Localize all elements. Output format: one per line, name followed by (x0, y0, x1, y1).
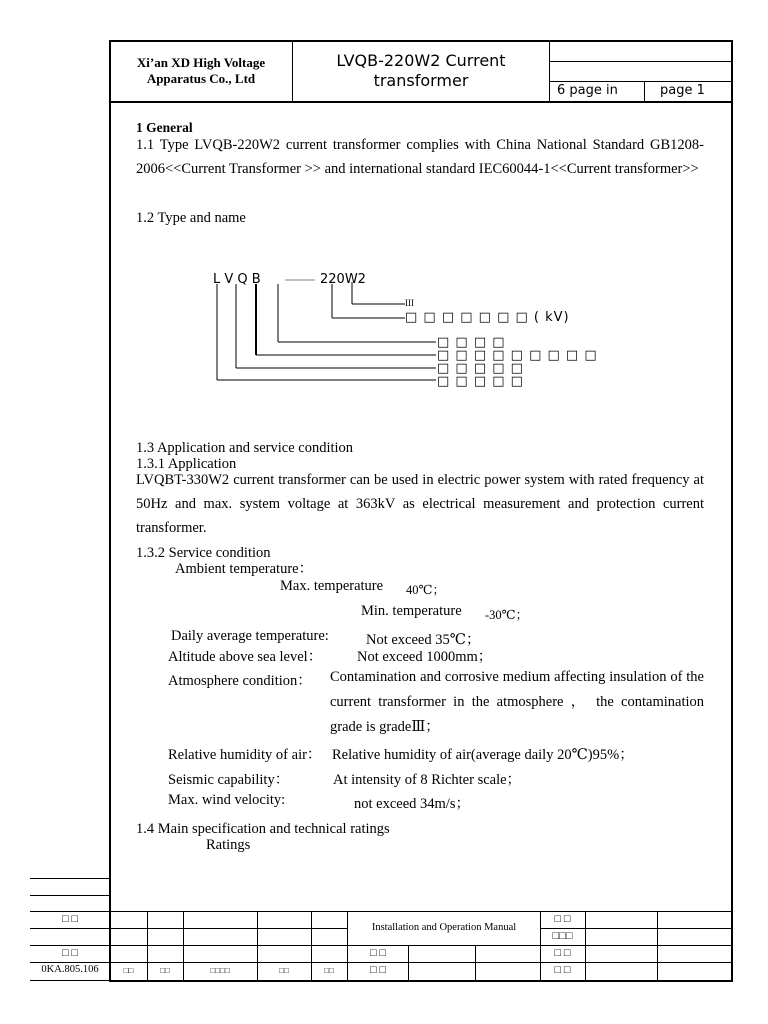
atmosphere-label: Atmosphere condition： (168, 673, 312, 689)
header-right-rule-1 (549, 61, 733, 62)
ratings-label: Ratings (206, 837, 251, 853)
header-bottom-rule (109, 101, 733, 103)
type-label-voltage: □ □ □ □ □ □ □ ( kV) (405, 310, 570, 325)
footer-sign-3: □□□□ (210, 966, 230, 975)
max-temperature-value: 40℃； (406, 583, 445, 597)
footer-right-label-3: □ □ (554, 947, 571, 959)
type-label-c: □ □ □ □ □ (437, 361, 524, 376)
footer-sign-4: □□ (279, 966, 289, 975)
altitude-value: Not exceed 1000mm； (357, 649, 493, 665)
heading-1-4: 1.4 Main specification and technical ratings (136, 821, 390, 837)
header-divider-1 (292, 40, 293, 102)
type-designation-lines (200, 270, 600, 390)
margin-rule-1 (30, 878, 110, 879)
footer-mid-label-1: □ □ (369, 947, 387, 959)
seismic-value: At intensity of 8 Richter scale； (333, 772, 522, 788)
page-current: page 1 (660, 83, 705, 98)
type-label-b: □ □ □ □ □ □ □ □ □ (437, 348, 598, 363)
footer-mid-label-2: □ □ (369, 964, 387, 976)
doc-code: 0KA.805.106 (41, 964, 99, 975)
type-code-letters: L V Q B (213, 272, 261, 287)
daily-average-value: Not exceed 35℃； (366, 632, 481, 648)
wind-value: not exceed 34m/s； (354, 796, 470, 812)
footer-sign-5: □□ (324, 966, 334, 975)
pages-total: 6 page in (557, 83, 618, 98)
daily-average-label: Daily average temperature: (171, 628, 329, 644)
footer-row-left-1 (30, 928, 348, 929)
footer-left-label-2: □ □ (61, 947, 79, 959)
footer-col-9 (585, 911, 586, 981)
min-temperature-label: Min. temperature (361, 603, 462, 619)
footer-sign-1: □□ (123, 966, 134, 975)
paragraph-application: LVQBT-330W2 current transformer can be used in electric power system with rated frequency at 50Hz and max. system voltage at 363kV as electrical measurement and protection current transformer. (136, 472, 704, 536)
footer-row-3 (30, 962, 733, 963)
type-label-d: □ □ □ □ □ (437, 374, 524, 389)
document-title (294, 51, 548, 91)
footer-row-2 (30, 945, 733, 946)
margin-rule-2 (30, 895, 110, 896)
wind-label: Max. wind velocity: (168, 792, 286, 808)
paragraph-1-1: 1.1 Type LVQB-220W2 current transformer complies with China National Standard GB1208-2006<<Current Transformer >> and international standard IEC60044-1<<Current transformer>> (136, 137, 704, 177)
atmosphere-value: Contamination and corrosive medium affecting insulation of the current transformer in the atmosphere ， the contamination grade is gradeⅢ； (330, 669, 704, 735)
humidity-value: Relative humidity of air(average daily 20℃)95%； (332, 747, 634, 763)
header-divider-2 (549, 40, 550, 102)
type-label-a: □ □ □ □ (437, 335, 506, 350)
min-temperature-value: -30℃； (485, 608, 529, 622)
heading-1-3-2: 1.3.2 Service condition (136, 545, 271, 561)
title-line-1: LVQB-220W2 Current (336, 51, 506, 70)
footer-left-label-1: □ □ (61, 913, 79, 925)
footer-right-label-4: □ □ (554, 964, 571, 976)
type-code-rating: 220W2 (320, 272, 366, 287)
title-line-2: transformer (373, 71, 469, 90)
company-line-2: Apparatus Co., Ltd (146, 71, 256, 86)
paragraph-1-2: 1.2 Type and name (136, 210, 246, 226)
max-temperature-label: Max. temperature (280, 578, 384, 594)
heading-1-3: 1.3 Application and service condition (136, 440, 354, 456)
footer-row-right-1 (540, 928, 733, 929)
footer-col-7 (475, 945, 476, 981)
header-right-rule-2 (549, 81, 733, 82)
humidity-label: Relative humidity of air： (168, 747, 322, 763)
heading-1-3-1: 1.3.1 Application (136, 456, 237, 472)
footer-right-label-1: □ □ (554, 913, 571, 925)
manual-title: Installation and Operation Manual (371, 922, 517, 933)
section-general-heading: 1 General (136, 120, 193, 135)
footer-sign-2: □□ (160, 966, 170, 975)
footer-right-label-2: □□□ (552, 930, 573, 942)
footer-row-bottom (30, 980, 733, 981)
ambient-temperature-label: Ambient temperature： (175, 561, 314, 577)
altitude-label: Altitude above sea level： (168, 649, 323, 665)
footer-row-top (30, 911, 733, 912)
header-right-divider (644, 81, 645, 102)
footer-col-10 (657, 911, 658, 981)
company-line-1: Xi’an XD High Voltage (136, 55, 266, 70)
footer-col-6 (408, 945, 409, 981)
company-name (111, 55, 291, 87)
type-label-grade: III (405, 298, 414, 308)
seismic-label: Seismic capability： (168, 772, 290, 788)
